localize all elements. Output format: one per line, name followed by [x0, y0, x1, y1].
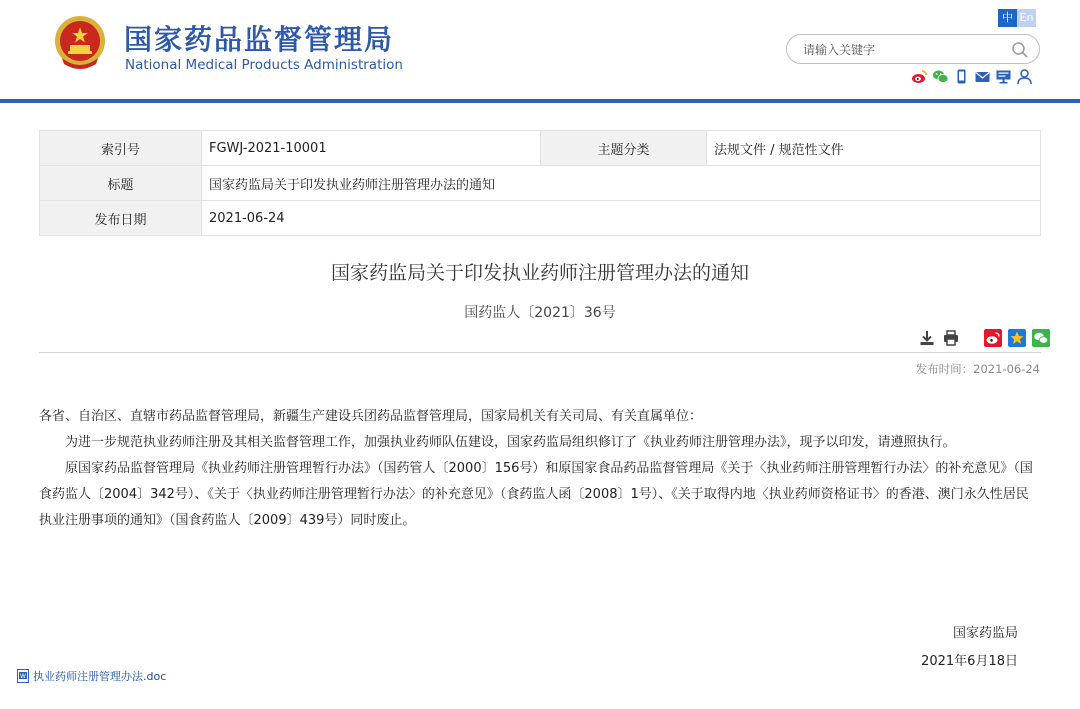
wechat-share-icon[interactable]	[1032, 329, 1050, 347]
site-name-chinese[interactable]: 国家药品监督管理局	[124, 23, 395, 56]
article-paragraph: 为进一步规范执业药师注册及其相关监督管理工作，加强执业药师队伍建设，国家药监局组织修订了《执业药师注册管理办法》，现予以印发，请遵照执行。	[65, 435, 956, 450]
search-icon[interactable]	[1011, 41, 1029, 59]
header-share-icons	[911, 68, 1033, 85]
site-header	[0, 0, 1080, 100]
print-icon[interactable]	[942, 329, 960, 347]
publish-time: 发布时间：2021-06-24	[915, 362, 1040, 376]
attachment-link[interactable]	[17, 668, 166, 684]
national-emblem-logo[interactable]	[52, 14, 108, 72]
article-paragraph-salutation: 各省、自治区、直辖市药品监督管理局，新疆生产建设兵团药品监督管理局，国家局机关有关司局、有关直属单位：	[39, 409, 703, 424]
lang-english-button[interactable]: En	[1017, 9, 1036, 27]
word-doc-icon	[17, 669, 30, 683]
search-box	[786, 34, 1040, 64]
search-input[interactable]	[803, 41, 1003, 59]
meta-row-date	[40, 201, 1041, 236]
lang-chinese-button[interactable]: 中	[998, 9, 1017, 27]
download-icon[interactable]	[918, 329, 936, 347]
article-tools	[918, 329, 1050, 347]
user-icon[interactable]	[1016, 68, 1033, 85]
date-value: 2021-06-24	[202, 201, 1041, 236]
wechat-icon[interactable]	[932, 68, 949, 85]
date-label: 发布日期	[40, 201, 202, 236]
article-divider	[39, 352, 1041, 353]
meta-row-title	[40, 166, 1041, 201]
article-body	[39, 404, 1041, 534]
svg-text:W: W	[20, 673, 26, 680]
index-value: FGWJ-2021-10001	[202, 131, 541, 166]
category-label: 主题分类	[541, 131, 707, 166]
signature-block	[921, 620, 1018, 676]
document-number: 国药监人〔2021〕36号	[464, 305, 616, 321]
meta-row-index	[40, 131, 1041, 166]
signature-organization: 国家药监局	[952, 626, 1018, 641]
attachment-filename[interactable]: 执业药师注册管理办法.doc	[33, 670, 167, 683]
weibo-share-icon[interactable]	[984, 329, 1002, 347]
mail-icon[interactable]	[974, 68, 991, 85]
article-paragraph: 原国家药品监督管理局《执业药师注册管理暂行办法》（国药管人〔2000〕156号）和原国家食品药品监督管理局《关于〈执业药师注册管理暂行办法〉的补充意见》（国食药监人〔2004〕342号）、《关于〈执业药师注册管理暂行办法〉的补充意见》（食药监人函〔2008〕1号）、《关于取得内地〈执业药师资格证书〉的香港、澳门永久性居民执业注册事项的通知》（国食药监人〔2009〕439号）同时废止。	[39, 461, 1033, 528]
index-label: 索引号	[40, 131, 202, 166]
title-value: 国家药监局关于印发执业药师注册管理办法的通知	[202, 166, 1041, 201]
weibo-icon[interactable]	[911, 68, 928, 85]
category-value: 法规文件 / 规范性文件	[707, 131, 1041, 166]
title-label: 标题	[40, 166, 202, 201]
language-switch	[998, 9, 1036, 27]
article-title: 国家药监局关于印发执业药师注册管理办法的通知	[330, 262, 749, 284]
mobile-icon[interactable]	[953, 68, 970, 85]
site-name-english[interactable]: National Medical Products Administration	[125, 57, 403, 73]
feedback-icon[interactable]	[995, 68, 1012, 85]
signature-date: 2021年6月18日	[921, 654, 1018, 669]
qzone-share-icon[interactable]	[1008, 329, 1026, 347]
header-divider	[0, 99, 1080, 103]
document-meta-table	[39, 130, 1041, 236]
